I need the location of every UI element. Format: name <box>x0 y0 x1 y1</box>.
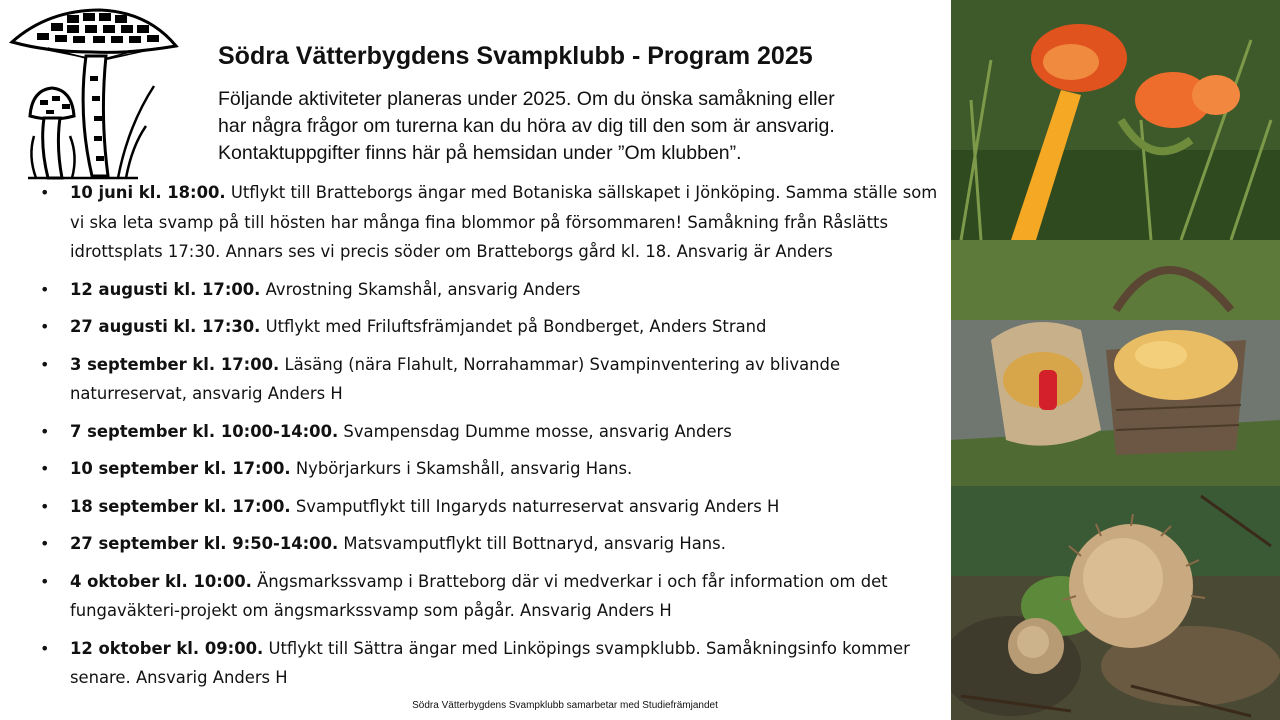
event-date: 18 september kl. 17:00. <box>70 496 291 516</box>
footer-credit: Södra Vätterbygdens Svampklubb samarbetar med Studiefrämjandet <box>412 700 718 711</box>
event-date: 3 september kl. 17:00. <box>70 354 280 374</box>
event-item <box>40 178 940 267</box>
event-text: Svamputflykt till Ingaryds naturreservat ansvarig Anders H <box>290 496 780 516</box>
bullet: • <box>40 354 50 374</box>
orange-waxcap-mushroom-photo <box>951 0 1280 240</box>
event-item <box>40 529 940 559</box>
event-item <box>40 417 940 447</box>
club-logo-mushrooms <box>8 6 183 184</box>
event-item <box>40 567 940 626</box>
mushroom-baskets-photo <box>951 240 1280 486</box>
intro-line: Följande aktiviteter planeras under 2025. Om du önska samåkning eller <box>218 88 835 110</box>
event-date: 12 oktober kl. 09:00. <box>70 638 264 658</box>
event-text: Avrostning Skamshål, ansvarig Anders <box>260 279 581 299</box>
event-item <box>40 634 940 693</box>
bullet: • <box>40 571 50 591</box>
event-text: Utflykt till Sättra ängar med Linköpings svampklubb. Samåkningsinfo kommer senare. Ansvarig Anders H <box>70 638 910 687</box>
spiny-puffball-photo <box>951 486 1280 720</box>
event-text: Utflykt till Bratteborgs ängar med Botaniska sällskapet i Jönköping. Samma ställe som vi ska leta svamp på till hösten har många fina blommor på försommaren! Samåkning från Råslätts idrottsplats 17:30. Annars ses vi precis söder om Bratteborgs gård kl. 18. Ansvarig är Anders <box>70 183 938 261</box>
bullet: • <box>40 421 50 441</box>
event-text: Matsvamputflykt till Bottnaryd, ansvarig Hans. <box>338 534 726 553</box>
event-text: Nybörjarkurs i Skamshåll, ansvarig Hans. <box>290 459 633 478</box>
bullet: • <box>40 317 50 336</box>
event-item <box>40 492 940 522</box>
event-date: 10 juni kl. 18:00. <box>70 183 226 202</box>
bullet: • <box>40 183 50 202</box>
event-text: Ängsmarkssvamp i Bratteborg där vi medverkar i och får information om det fungaväkteri-projekt om ängsmarkssvamp som pågår. Ansvarig Anders H <box>70 571 888 620</box>
bullet: • <box>40 496 50 516</box>
event-list <box>40 178 940 701</box>
event-date: 4 oktober kl. 10:00. <box>70 571 252 591</box>
event-item <box>40 454 940 484</box>
bullet: • <box>40 459 50 478</box>
event-text: Utflykt med Friluftsfrämjandet på Bondberget, Anders Strand <box>260 317 767 336</box>
event-date: 12 augusti kl. 17:00. <box>70 279 261 299</box>
event-date: 10 september kl. 17:00. <box>70 459 291 478</box>
event-date: 27 augusti kl. 17:30. <box>70 317 261 336</box>
event-item <box>40 312 940 342</box>
intro-line: har några frågor om turerna kan du höra av dig till den som är ansvarig. <box>218 115 835 137</box>
page-title: Södra Vätterbygdens Svampklubb - Program 2025 <box>218 42 813 70</box>
event-text: Svampensdag Dumme mosse, ansvarig Anders <box>338 421 732 441</box>
event-text: Läsäng (nära Flahult, Norrahammar) Svampinventering av blivande naturreservat, ansvarig Anders H <box>70 354 841 403</box>
intro-paragraph <box>218 86 918 167</box>
event-item <box>40 275 940 305</box>
bullet: • <box>40 638 50 658</box>
event-date: 7 september kl. 10:00-14:00. <box>70 421 339 441</box>
bullet: • <box>40 279 50 299</box>
event-item <box>40 350 940 409</box>
event-date: 27 september kl. 9:50-14:00. <box>70 534 339 553</box>
intro-line: Kontaktuppgifter finns här på hemsidan under ”Om klubben”. <box>218 142 742 164</box>
bullet: • <box>40 534 50 553</box>
